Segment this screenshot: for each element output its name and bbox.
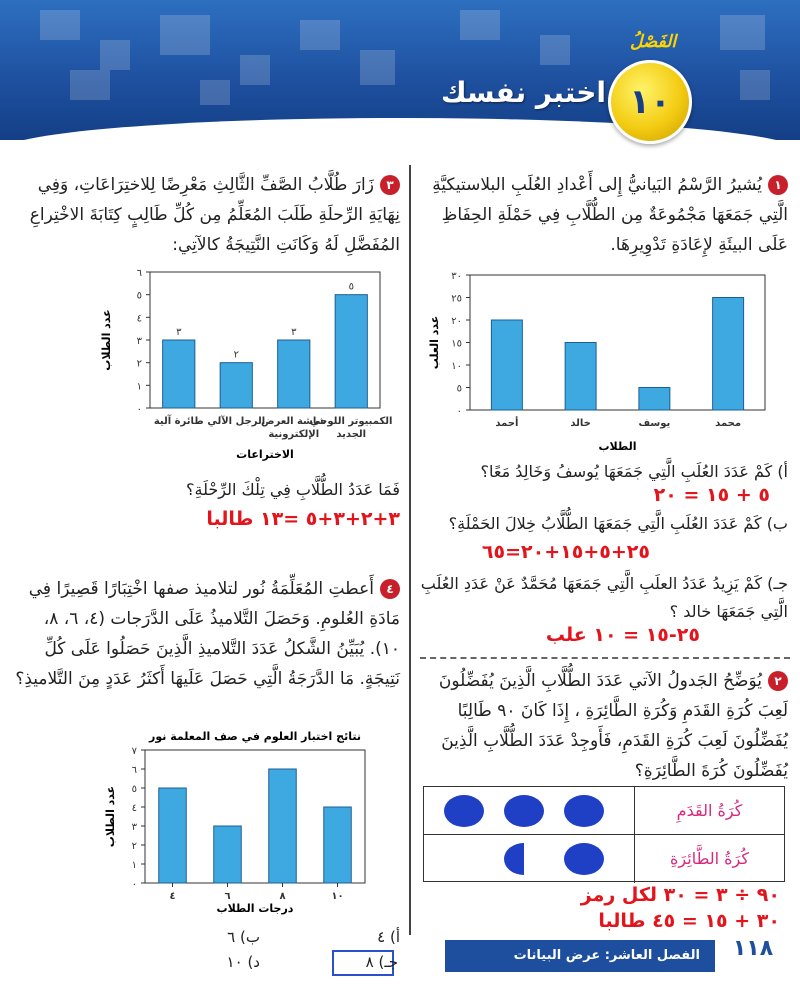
page-title: اختبر نفسك <box>440 76 606 109</box>
y-tick-label: ٧ <box>131 746 137 757</box>
footer-chapter-title: الفصل العاشر: عرض البيانات وتفسيرها <box>513 948 700 987</box>
q1-b-prefix: ب) <box>766 514 788 533</box>
y-tick-label: ٣٠ <box>451 271 462 282</box>
q3-text <box>10 170 400 260</box>
chart-inventions <box>10 262 400 472</box>
ball-symbol-icon <box>504 795 544 827</box>
q2-text <box>420 666 788 786</box>
y-tick-label: ٢ <box>136 358 142 370</box>
x-tick-label: الإلكترونية <box>268 429 320 440</box>
q3-number: ٣ <box>380 175 400 195</box>
q2-body: يُوَضِّحُ الجَدولُ الآتي عَدَدَ الطُّلَّابِ الَّذِينَ يُفَضِّلُونَ لَعِبَ كُرَةِ القَدَمِ وَكُرَةِ الطَّائِرَةِ ، إِذَا كَانَ ٩٠ طَالِبًا يُفَضِّلُونَ لَعِبَ كُرَةِ القَدَمِ، فَأَوجِدْ عَدَدَ الطُّلَّابِ الَّذِينَ يُفَضِّلُونَ كُرَةَ الطَّائِرَةِ؟ <box>438 671 788 781</box>
q1-c-prefix: جـ) <box>767 574 788 593</box>
column-divider <box>409 165 411 935</box>
y-tick-label: ٢٠ <box>451 316 462 327</box>
y-tick-label: ٣ <box>136 336 142 347</box>
bar <box>278 340 310 408</box>
data-label: ٣ <box>291 327 297 338</box>
q1-part-b <box>420 510 788 538</box>
bar <box>491 320 522 410</box>
q1-b-answer: ٢٥+٥+١٥+٢٠=٦٥ <box>481 541 650 563</box>
q1-c-text: كَمْ يَزِيدُ عَدَدُ العلَبِ الَّتِي جَمَعَهَا مُحَمَّدٌ عَنْ عَدَدِ العُلَبِ الَّتِي جَمَعَهَا خالد ؟ <box>420 574 788 621</box>
y-axis-label: عدد العلب <box>428 315 441 370</box>
bar <box>713 298 744 411</box>
q3-question: فَمَا عَدَدُ الطُّلَّابِ فِي تِلْكَ الرِّحْلَةِ؟ <box>186 480 400 499</box>
option-d-value: ١٠ <box>226 953 243 971</box>
q1-a-prefix: أ) <box>777 462 788 481</box>
q1-part-a <box>420 458 788 486</box>
option-d-label: د) <box>247 953 260 971</box>
bar <box>565 343 596 411</box>
x-tick-label: الكمبيوتر اللوحي <box>310 416 393 427</box>
y-tick-label: ٥ <box>131 784 137 795</box>
x-tick-label: شاشة العرض <box>261 416 327 427</box>
option-b-label: ب) <box>240 928 260 946</box>
chart-science-test <box>100 728 380 918</box>
y-tick-label: ١ <box>131 860 137 871</box>
option-c-value: ٨ <box>365 953 374 971</box>
x-tick-label: ٨ <box>279 891 286 902</box>
option-b-value: ٦ <box>227 928 236 946</box>
y-tick-label: ٦ <box>136 268 142 279</box>
x-tick-label: الرجل الآلي <box>207 416 266 427</box>
q4-text <box>10 574 400 694</box>
option-a-label: أ) <box>389 928 400 946</box>
x-tick-label: ٦ <box>224 891 231 902</box>
q1-part-c <box>420 570 788 626</box>
y-tick-label: ١٠ <box>451 361 462 372</box>
option-a-value: ٤ <box>377 928 386 946</box>
y-tick-label: ٥ <box>136 290 142 302</box>
y-axis-label: عدد الطلاب <box>100 309 113 371</box>
q2-answer-2: ٣٠ + ١٥ = ٤٥ طالبا <box>598 910 780 932</box>
q2-number: ٢ <box>768 671 788 691</box>
section-separator <box>420 657 790 659</box>
chart-cans-collected <box>420 265 790 460</box>
q2-answer-1: ٩٠ ÷ ٣ = ٣٠ لكل رمز <box>580 884 780 906</box>
bar <box>214 826 242 883</box>
pictograph-row-football <box>424 787 784 835</box>
y-tick-label: ٤ <box>136 313 142 325</box>
q4-number: ٤ <box>380 579 400 599</box>
y-tick-label: ٢٥ <box>451 293 462 305</box>
bar <box>159 788 187 883</box>
y-tick-label: ٠ <box>131 879 137 890</box>
q1-body: يُشيرُ الرَّسْمُ البَيانيُّ إِلى أَعْدادِ العُلَبِ البلاستيكيَّةِ الَّتِي جَمَعَهَا مَجْمُوعَةٌ مِن الطُّلَّابِ فِي حَمْلَةِ الحِفَاظِ عَلَى البيئَةِ لإِعَادَةِ تَدْوِيرِهَا. <box>432 175 788 255</box>
y-tick-label: ٢ <box>131 841 137 852</box>
y-tick-label: ١٥ <box>451 338 462 350</box>
option-b[interactable] <box>200 928 260 946</box>
bar <box>220 363 252 408</box>
chart-title: نتائج اختبار العلوم في صف المعلمة نور <box>149 730 361 743</box>
x-tick-label: محمد <box>715 418 742 429</box>
data-label: ٥ <box>348 281 354 293</box>
ball-symbol-icon <box>444 795 484 827</box>
bar <box>163 340 195 408</box>
chapter-number: ١٠ <box>629 82 671 122</box>
option-d[interactable] <box>200 953 260 971</box>
x-tick-label: الجديد <box>336 429 367 440</box>
q1-b-text: كَمْ عَدَدَ العُلَبِ الَّتِي جَمَعَهَا الطُّلَّابُ خِلالَ الحَمْلَةِ؟ <box>448 514 762 533</box>
bar <box>639 388 670 411</box>
x-tick-label: يوسف <box>638 418 671 429</box>
x-axis-label: درجات الطلاب <box>216 902 294 915</box>
y-axis-label: عدد الطلاب <box>104 785 117 848</box>
bar <box>324 807 352 883</box>
q1-c-answer: ٢٥-١٥ = ١٠ علب <box>545 624 700 646</box>
y-tick-label: ٠ <box>456 406 462 417</box>
option-c-label: جـ) <box>378 953 398 971</box>
y-tick-label: ١ <box>136 381 142 393</box>
x-axis-label: الطلاب <box>598 440 637 453</box>
ball-symbol-icon <box>564 795 604 827</box>
ball-symbol-icon <box>564 843 604 875</box>
x-axis-label: الاختراعات <box>236 448 294 461</box>
chapter-word: الفَصْلُ <box>630 32 677 52</box>
y-tick-label: ٠ <box>136 404 142 415</box>
data-label: ٣ <box>176 327 182 338</box>
y-tick-label: ٣ <box>131 822 137 833</box>
y-tick-label: ٤ <box>131 803 137 814</box>
x-tick-label: طائرة آلية <box>153 416 204 427</box>
x-tick-label: ١٠ <box>331 891 344 902</box>
data-label: ٢ <box>233 349 239 361</box>
x-tick-label: أحمد <box>495 418 519 429</box>
q1-a-text: كَمْ عَدَدَ العُلَبِ الَّتِي جَمَعَهَا يُوسفُ وَخَالِدُ مَعًا؟ <box>480 462 773 481</box>
pictograph-label-football: كُرَةُ القَدَمِ <box>634 787 784 835</box>
q3-body: زَارَ طُلَّابُ الصَّفِّ الثَّالِثِ مَعْرِضًا لِلاختِرَاعَاتِ، وَفِي نِهَايَةِ الرِّحلَةِ طَلَبَ المُعَلِّمُ مِن كُلِّ طَالِبٍ كِتَابَةَ الاخْتِراعِ المُفَضَّلِ لَهُ وَكَانَتِ النَّتِيجَةُ كالآتِي: <box>29 175 400 255</box>
chapter-number-badge <box>608 60 692 144</box>
pictograph-row-volleyball <box>424 835 784 883</box>
bar <box>269 769 297 883</box>
pictograph-table <box>423 786 785 882</box>
x-tick-label: ٤ <box>169 891 176 902</box>
q1-text <box>420 170 788 260</box>
option-c[interactable] <box>338 953 398 971</box>
q1-number: ١ <box>768 175 788 195</box>
y-tick-label: ٥ <box>456 383 462 395</box>
q3-answer: ٣+٢+٣+٥ =١٣ طالبا <box>206 508 400 530</box>
pictograph-label-volleyball: كُرَةُ الطَّائِرَةِ <box>634 835 784 883</box>
x-tick-label: خالد <box>570 418 591 429</box>
option-a[interactable] <box>340 928 400 946</box>
y-tick-label: ٦ <box>131 765 137 776</box>
q1-a-answer: ٥ + ١٥ = ٢٠ <box>653 484 770 506</box>
bar <box>335 295 367 408</box>
page-number: ١١٨ <box>732 936 774 961</box>
half-ball-symbol-icon <box>504 843 524 875</box>
q4-body: أَعطتِ المُعَلِّمَةُ نُور لتلاميذ صفها اخْتِبَارًا قَصِيرًا فِي مَادَةِ العُلومِ. وَحَصَلَ التَّلاميذُ عَلَى الدَّرَجات (٤، ٦، ٨، ١٠). يُبَيِّنُ الشَّكلُ عَدَدَ التَّلاميذِ الَّذِينَ حَصَلُوا عَلَى كُلِّ نَتِيجَةٍ. مَا الدَّرَجَةُ الَّتِي حَصَلَ عَلَيهَا أَكثَرُ عَدَدٍ مِنَ التَّلاميذِ؟ <box>15 579 400 689</box>
